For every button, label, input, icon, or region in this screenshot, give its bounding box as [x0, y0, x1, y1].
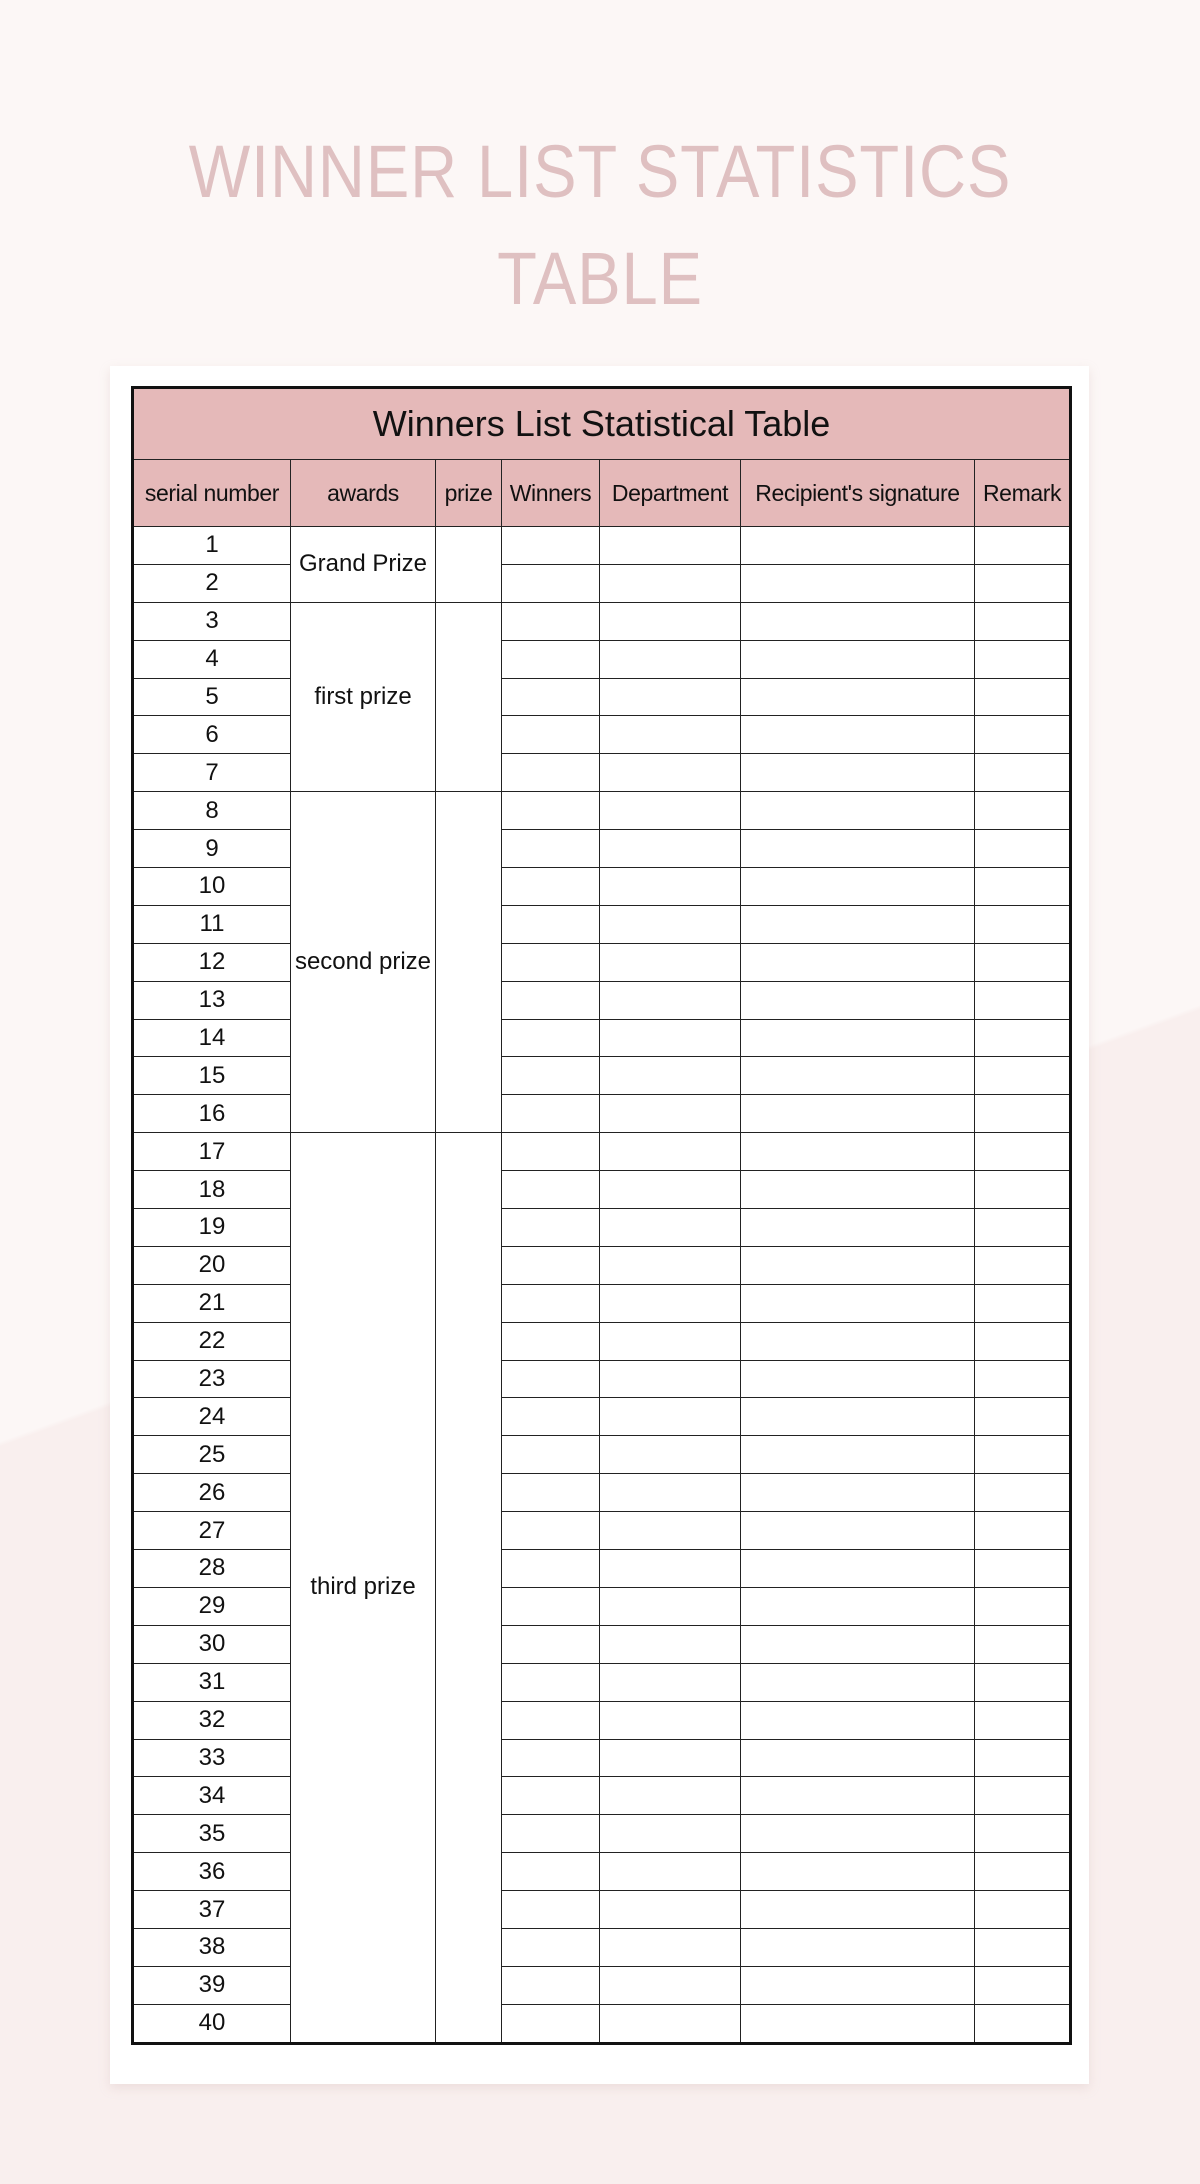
- winners-cell[interactable]: [502, 1246, 600, 1284]
- remark-cell[interactable]: [975, 1739, 1071, 1777]
- table-row: [133, 2004, 1071, 2043]
- winners-cell[interactable]: [502, 1019, 600, 1057]
- award-cell: second prize: [291, 792, 436, 1133]
- table-row: [133, 1587, 1071, 1625]
- department-cell[interactable]: [600, 1815, 741, 1853]
- col-header-remark: Remark: [975, 460, 1071, 527]
- department-cell[interactable]: [600, 1246, 741, 1284]
- remark-cell[interactable]: [975, 1322, 1071, 1360]
- remark-cell[interactable]: [975, 640, 1071, 678]
- winners-cell[interactable]: [502, 1625, 600, 1663]
- remark-cell[interactable]: [975, 1815, 1071, 1853]
- recipient-signature-cell[interactable]: [741, 1398, 975, 1436]
- table-row: [133, 1057, 1071, 1095]
- table-row: [133, 1625, 1071, 1663]
- department-cell[interactable]: [600, 1019, 741, 1057]
- table-row: [133, 1246, 1071, 1284]
- winners-cell[interactable]: [502, 1966, 600, 2004]
- winners-table: [131, 386, 1072, 2045]
- winners-cell[interactable]: [502, 1436, 600, 1474]
- department-cell[interactable]: [600, 1398, 741, 1436]
- table-row: [133, 1928, 1071, 1966]
- winners-cell[interactable]: [502, 2004, 600, 2043]
- remark-cell[interactable]: [975, 527, 1071, 565]
- recipient-signature-cell[interactable]: [741, 1587, 975, 1625]
- recipient-signature-cell[interactable]: [741, 1625, 975, 1663]
- serial-number-cell: 31: [133, 1663, 291, 1701]
- department-cell[interactable]: [600, 1057, 741, 1095]
- table-row: [133, 1966, 1071, 2004]
- prize-cell[interactable]: [436, 527, 502, 603]
- department-cell[interactable]: [600, 1512, 741, 1550]
- winners-cell[interactable]: [502, 1777, 600, 1815]
- winners-cell[interactable]: [502, 716, 600, 754]
- table-row: [133, 1209, 1071, 1247]
- serial-number-cell: 12: [133, 943, 291, 981]
- remark-cell[interactable]: [975, 792, 1071, 830]
- winners-cell[interactable]: [502, 792, 600, 830]
- recipient-signature-cell[interactable]: [741, 981, 975, 1019]
- table-row: [133, 1474, 1071, 1512]
- remark-cell[interactable]: [975, 1512, 1071, 1550]
- department-cell[interactable]: [600, 1587, 741, 1625]
- recipient-signature-cell[interactable]: [741, 716, 975, 754]
- recipient-signature-cell[interactable]: [741, 1663, 975, 1701]
- department-cell[interactable]: [600, 2004, 741, 2043]
- serial-number-cell: 30: [133, 1625, 291, 1663]
- recipient-signature-cell[interactable]: [741, 1739, 975, 1777]
- department-cell[interactable]: [600, 1171, 741, 1209]
- winners-cell[interactable]: [502, 1322, 600, 1360]
- recipient-signature-cell[interactable]: [741, 943, 975, 981]
- winners-cell[interactable]: [502, 640, 600, 678]
- serial-number-cell: 4: [133, 640, 291, 678]
- remark-cell[interactable]: [975, 1057, 1071, 1095]
- serial-number-cell: 3: [133, 602, 291, 640]
- table-row: [133, 1284, 1071, 1322]
- recipient-signature-cell[interactable]: [741, 1815, 975, 1853]
- department-cell[interactable]: [600, 1701, 741, 1739]
- winners-cell[interactable]: [502, 1095, 600, 1133]
- winners-cell[interactable]: [502, 564, 600, 602]
- winners-cell[interactable]: [502, 830, 600, 868]
- serial-number-cell: 21: [133, 1284, 291, 1322]
- serial-number-cell: 8: [133, 792, 291, 830]
- recipient-signature-cell[interactable]: [741, 602, 975, 640]
- department-cell[interactable]: [600, 678, 741, 716]
- serial-number-cell: 11: [133, 905, 291, 943]
- serial-number-cell: 29: [133, 1587, 291, 1625]
- winners-cell[interactable]: [502, 981, 600, 1019]
- serial-number-cell: 37: [133, 1891, 291, 1929]
- remark-cell[interactable]: [975, 602, 1071, 640]
- department-cell[interactable]: [600, 1853, 741, 1891]
- department-cell[interactable]: [600, 1095, 741, 1133]
- page-title-line-1: WINNER LIST STATISTICS: [188, 130, 1012, 213]
- serial-number-cell: 39: [133, 1966, 291, 2004]
- recipient-signature-cell[interactable]: [741, 1284, 975, 1322]
- recipient-signature-cell[interactable]: [741, 2004, 975, 2043]
- remark-cell[interactable]: [975, 1133, 1071, 1171]
- recipient-signature-cell[interactable]: [741, 754, 975, 792]
- col-header-prize: prize: [436, 460, 502, 527]
- prize-cell[interactable]: [436, 1133, 502, 2043]
- recipient-signature-cell[interactable]: [741, 1474, 975, 1512]
- serial-number-cell: 10: [133, 868, 291, 906]
- remark-cell[interactable]: [975, 1019, 1071, 1057]
- col-header-awards: awards: [291, 460, 436, 527]
- recipient-signature-cell[interactable]: [741, 1171, 975, 1209]
- table-row: [133, 1322, 1071, 1360]
- serial-number-cell: 16: [133, 1095, 291, 1133]
- remark-cell[interactable]: [975, 1398, 1071, 1436]
- table-row: [133, 678, 1071, 716]
- department-cell[interactable]: [600, 716, 741, 754]
- winners-cell[interactable]: [502, 602, 600, 640]
- remark-cell[interactable]: [975, 1663, 1071, 1701]
- department-cell[interactable]: [600, 1891, 741, 1929]
- department-cell[interactable]: [600, 754, 741, 792]
- department-cell[interactable]: [600, 602, 741, 640]
- table-row: [133, 1701, 1071, 1739]
- recipient-signature-cell[interactable]: [741, 1512, 975, 1550]
- recipient-signature-cell[interactable]: [741, 1701, 975, 1739]
- winners-cell[interactable]: [502, 1171, 600, 1209]
- table-row: [133, 830, 1071, 868]
- recipient-signature-cell[interactable]: [741, 1928, 975, 1966]
- serial-number-cell: 7: [133, 754, 291, 792]
- serial-number-cell: 34: [133, 1777, 291, 1815]
- winners-cell[interactable]: [502, 1853, 600, 1891]
- page-title: [72, 118, 1128, 332]
- recipient-signature-cell[interactable]: [741, 1322, 975, 1360]
- serial-number-cell: 5: [133, 678, 291, 716]
- recipient-signature-cell[interactable]: [741, 1777, 975, 1815]
- recipient-signature-cell[interactable]: [741, 1550, 975, 1588]
- department-cell[interactable]: [600, 1663, 741, 1701]
- recipient-signature-cell[interactable]: [741, 1057, 975, 1095]
- department-cell[interactable]: [600, 1209, 741, 1247]
- serial-number-cell: 6: [133, 716, 291, 754]
- prize-cell[interactable]: [436, 792, 502, 1133]
- department-cell[interactable]: [600, 1322, 741, 1360]
- department-cell[interactable]: [600, 1928, 741, 1966]
- winners-cell[interactable]: [502, 1928, 600, 1966]
- recipient-signature-cell[interactable]: [741, 1019, 975, 1057]
- prize-cell[interactable]: [436, 602, 502, 791]
- winners-cell[interactable]: [502, 1587, 600, 1625]
- recipient-signature-cell[interactable]: [741, 640, 975, 678]
- recipient-signature-cell[interactable]: [741, 792, 975, 830]
- winners-cell[interactable]: [502, 1209, 600, 1247]
- table-row: [133, 527, 1071, 565]
- winners-cell[interactable]: [502, 1701, 600, 1739]
- winners-cell[interactable]: [502, 678, 600, 716]
- table-row: [133, 1171, 1071, 1209]
- remark-cell[interactable]: [975, 1701, 1071, 1739]
- table-row: [133, 1777, 1071, 1815]
- remark-cell[interactable]: [975, 1474, 1071, 1512]
- recipient-signature-cell[interactable]: [741, 868, 975, 906]
- recipient-signature-cell[interactable]: [741, 905, 975, 943]
- remark-cell[interactable]: [975, 1095, 1071, 1133]
- table-row: [133, 943, 1071, 981]
- remark-cell[interactable]: [975, 754, 1071, 792]
- recipient-signature-cell[interactable]: [741, 1891, 975, 1929]
- remark-cell[interactable]: [975, 943, 1071, 981]
- col-header-recipient-signature: Recipient's signature: [741, 460, 975, 527]
- remark-cell[interactable]: [975, 1928, 1071, 1966]
- winners-cell[interactable]: [502, 1398, 600, 1436]
- remark-cell[interactable]: [975, 1436, 1071, 1474]
- recipient-signature-cell[interactable]: [741, 527, 975, 565]
- recipient-signature-cell[interactable]: [741, 1095, 975, 1133]
- table-row: [133, 1512, 1071, 1550]
- header-row: [133, 460, 1071, 527]
- department-cell[interactable]: [600, 1474, 741, 1512]
- department-cell[interactable]: [600, 1436, 741, 1474]
- table-row: [133, 1891, 1071, 1929]
- winners-cell[interactable]: [502, 1891, 600, 1929]
- department-cell[interactable]: [600, 640, 741, 678]
- department-cell[interactable]: [600, 792, 741, 830]
- winners-cell[interactable]: [502, 1474, 600, 1512]
- table-row: [133, 1019, 1071, 1057]
- serial-number-cell: 23: [133, 1360, 291, 1398]
- table-row: [133, 792, 1071, 830]
- remark-cell[interactable]: [975, 716, 1071, 754]
- recipient-signature-cell[interactable]: [741, 830, 975, 868]
- table-row: [133, 1133, 1071, 1171]
- recipient-signature-cell[interactable]: [741, 564, 975, 602]
- winners-cell[interactable]: [502, 1739, 600, 1777]
- recipient-signature-cell[interactable]: [741, 1360, 975, 1398]
- serial-number-cell: 22: [133, 1322, 291, 1360]
- col-header-serial-number: serial number: [133, 460, 291, 527]
- recipient-signature-cell[interactable]: [741, 1436, 975, 1474]
- serial-number-cell: 38: [133, 1928, 291, 1966]
- department-cell[interactable]: [600, 943, 741, 981]
- recipient-signature-cell[interactable]: [741, 1209, 975, 1247]
- table-title: Winners List Statistical Table: [133, 388, 1071, 460]
- table-row: [133, 868, 1071, 906]
- serial-number-cell: 25: [133, 1436, 291, 1474]
- department-cell[interactable]: [600, 905, 741, 943]
- serial-number-cell: 1: [133, 527, 291, 565]
- table-row: [133, 1095, 1071, 1133]
- serial-number-cell: 28: [133, 1550, 291, 1588]
- remark-cell[interactable]: [975, 1966, 1071, 2004]
- department-cell[interactable]: [600, 1625, 741, 1663]
- serial-number-cell: 19: [133, 1209, 291, 1247]
- department-cell[interactable]: [600, 1777, 741, 1815]
- remark-cell[interactable]: [975, 1209, 1071, 1247]
- table-row: [133, 1739, 1071, 1777]
- table-body: [133, 527, 1071, 2044]
- serial-number-cell: 2: [133, 564, 291, 602]
- table-row: [133, 1436, 1071, 1474]
- department-cell[interactable]: [600, 1284, 741, 1322]
- table-row: [133, 1398, 1071, 1436]
- serial-number-cell: 18: [133, 1171, 291, 1209]
- remark-cell[interactable]: [975, 1284, 1071, 1322]
- col-header-department: Department: [600, 460, 741, 527]
- serial-number-cell: 35: [133, 1815, 291, 1853]
- department-cell[interactable]: [600, 981, 741, 1019]
- recipient-signature-cell[interactable]: [741, 1966, 975, 2004]
- remark-cell[interactable]: [975, 1853, 1071, 1891]
- winners-cell[interactable]: [502, 754, 600, 792]
- serial-number-cell: 26: [133, 1474, 291, 1512]
- remark-cell[interactable]: [975, 1587, 1071, 1625]
- winners-cell[interactable]: [502, 868, 600, 906]
- serial-number-cell: 40: [133, 2004, 291, 2043]
- winners-cell[interactable]: [502, 1057, 600, 1095]
- department-cell[interactable]: [600, 1966, 741, 2004]
- remark-cell[interactable]: [975, 981, 1071, 1019]
- remark-cell[interactable]: [975, 678, 1071, 716]
- remark-cell[interactable]: [975, 564, 1071, 602]
- table-row: [133, 1815, 1071, 1853]
- table-row: [133, 716, 1071, 754]
- remark-cell[interactable]: [975, 1171, 1071, 1209]
- award-cell: Grand Prize: [291, 527, 436, 603]
- winners-cell[interactable]: [502, 943, 600, 981]
- col-header-winners: Winners: [502, 460, 600, 527]
- winners-cell[interactable]: [502, 1550, 600, 1588]
- table-row: [133, 1550, 1071, 1588]
- department-cell[interactable]: [600, 527, 741, 565]
- serial-number-cell: 14: [133, 1019, 291, 1057]
- remark-cell[interactable]: [975, 1625, 1071, 1663]
- table-row: [133, 981, 1071, 1019]
- department-cell[interactable]: [600, 830, 741, 868]
- winners-cell[interactable]: [502, 1663, 600, 1701]
- serial-number-cell: 24: [133, 1398, 291, 1436]
- winners-cell[interactable]: [502, 1815, 600, 1853]
- recipient-signature-cell[interactable]: [741, 1853, 975, 1891]
- serial-number-cell: 32: [133, 1701, 291, 1739]
- winners-cell[interactable]: [502, 905, 600, 943]
- remark-cell[interactable]: [975, 2004, 1071, 2043]
- remark-cell[interactable]: [975, 1550, 1071, 1588]
- award-cell: first prize: [291, 602, 436, 791]
- page-title-line-2: TABLE: [497, 237, 703, 320]
- remark-cell[interactable]: [975, 1360, 1071, 1398]
- winners-cell[interactable]: [502, 1512, 600, 1550]
- serial-number-cell: 17: [133, 1133, 291, 1171]
- serial-number-cell: 15: [133, 1057, 291, 1095]
- serial-number-cell: 20: [133, 1246, 291, 1284]
- serial-number-cell: 9: [133, 830, 291, 868]
- remark-cell[interactable]: [975, 905, 1071, 943]
- department-cell[interactable]: [600, 564, 741, 602]
- remark-cell[interactable]: [975, 868, 1071, 906]
- serial-number-cell: 13: [133, 981, 291, 1019]
- remark-cell[interactable]: [975, 830, 1071, 868]
- winners-cell[interactable]: [502, 1133, 600, 1171]
- table-row: [133, 1663, 1071, 1701]
- table-row: [133, 602, 1071, 640]
- department-cell[interactable]: [600, 868, 741, 906]
- winners-cell[interactable]: [502, 1360, 600, 1398]
- remark-cell[interactable]: [975, 1891, 1071, 1929]
- table-row: [133, 1360, 1071, 1398]
- table-row: [133, 1853, 1071, 1891]
- department-cell[interactable]: [600, 1550, 741, 1588]
- recipient-signature-cell[interactable]: [741, 678, 975, 716]
- recipient-signature-cell[interactable]: [741, 1133, 975, 1171]
- table-row: [133, 905, 1071, 943]
- table-row: [133, 564, 1071, 602]
- remark-cell[interactable]: [975, 1246, 1071, 1284]
- award-cell: third prize: [291, 1133, 436, 2043]
- serial-number-cell: 33: [133, 1739, 291, 1777]
- remark-cell[interactable]: [975, 1777, 1071, 1815]
- table-row: [133, 640, 1071, 678]
- winners-cell[interactable]: [502, 527, 600, 565]
- winners-cell[interactable]: [502, 1284, 600, 1322]
- serial-number-cell: 36: [133, 1853, 291, 1891]
- recipient-signature-cell[interactable]: [741, 1246, 975, 1284]
- department-cell[interactable]: [600, 1360, 741, 1398]
- serial-number-cell: 27: [133, 1512, 291, 1550]
- department-cell[interactable]: [600, 1133, 741, 1171]
- table-row: [133, 754, 1071, 792]
- department-cell[interactable]: [600, 1739, 741, 1777]
